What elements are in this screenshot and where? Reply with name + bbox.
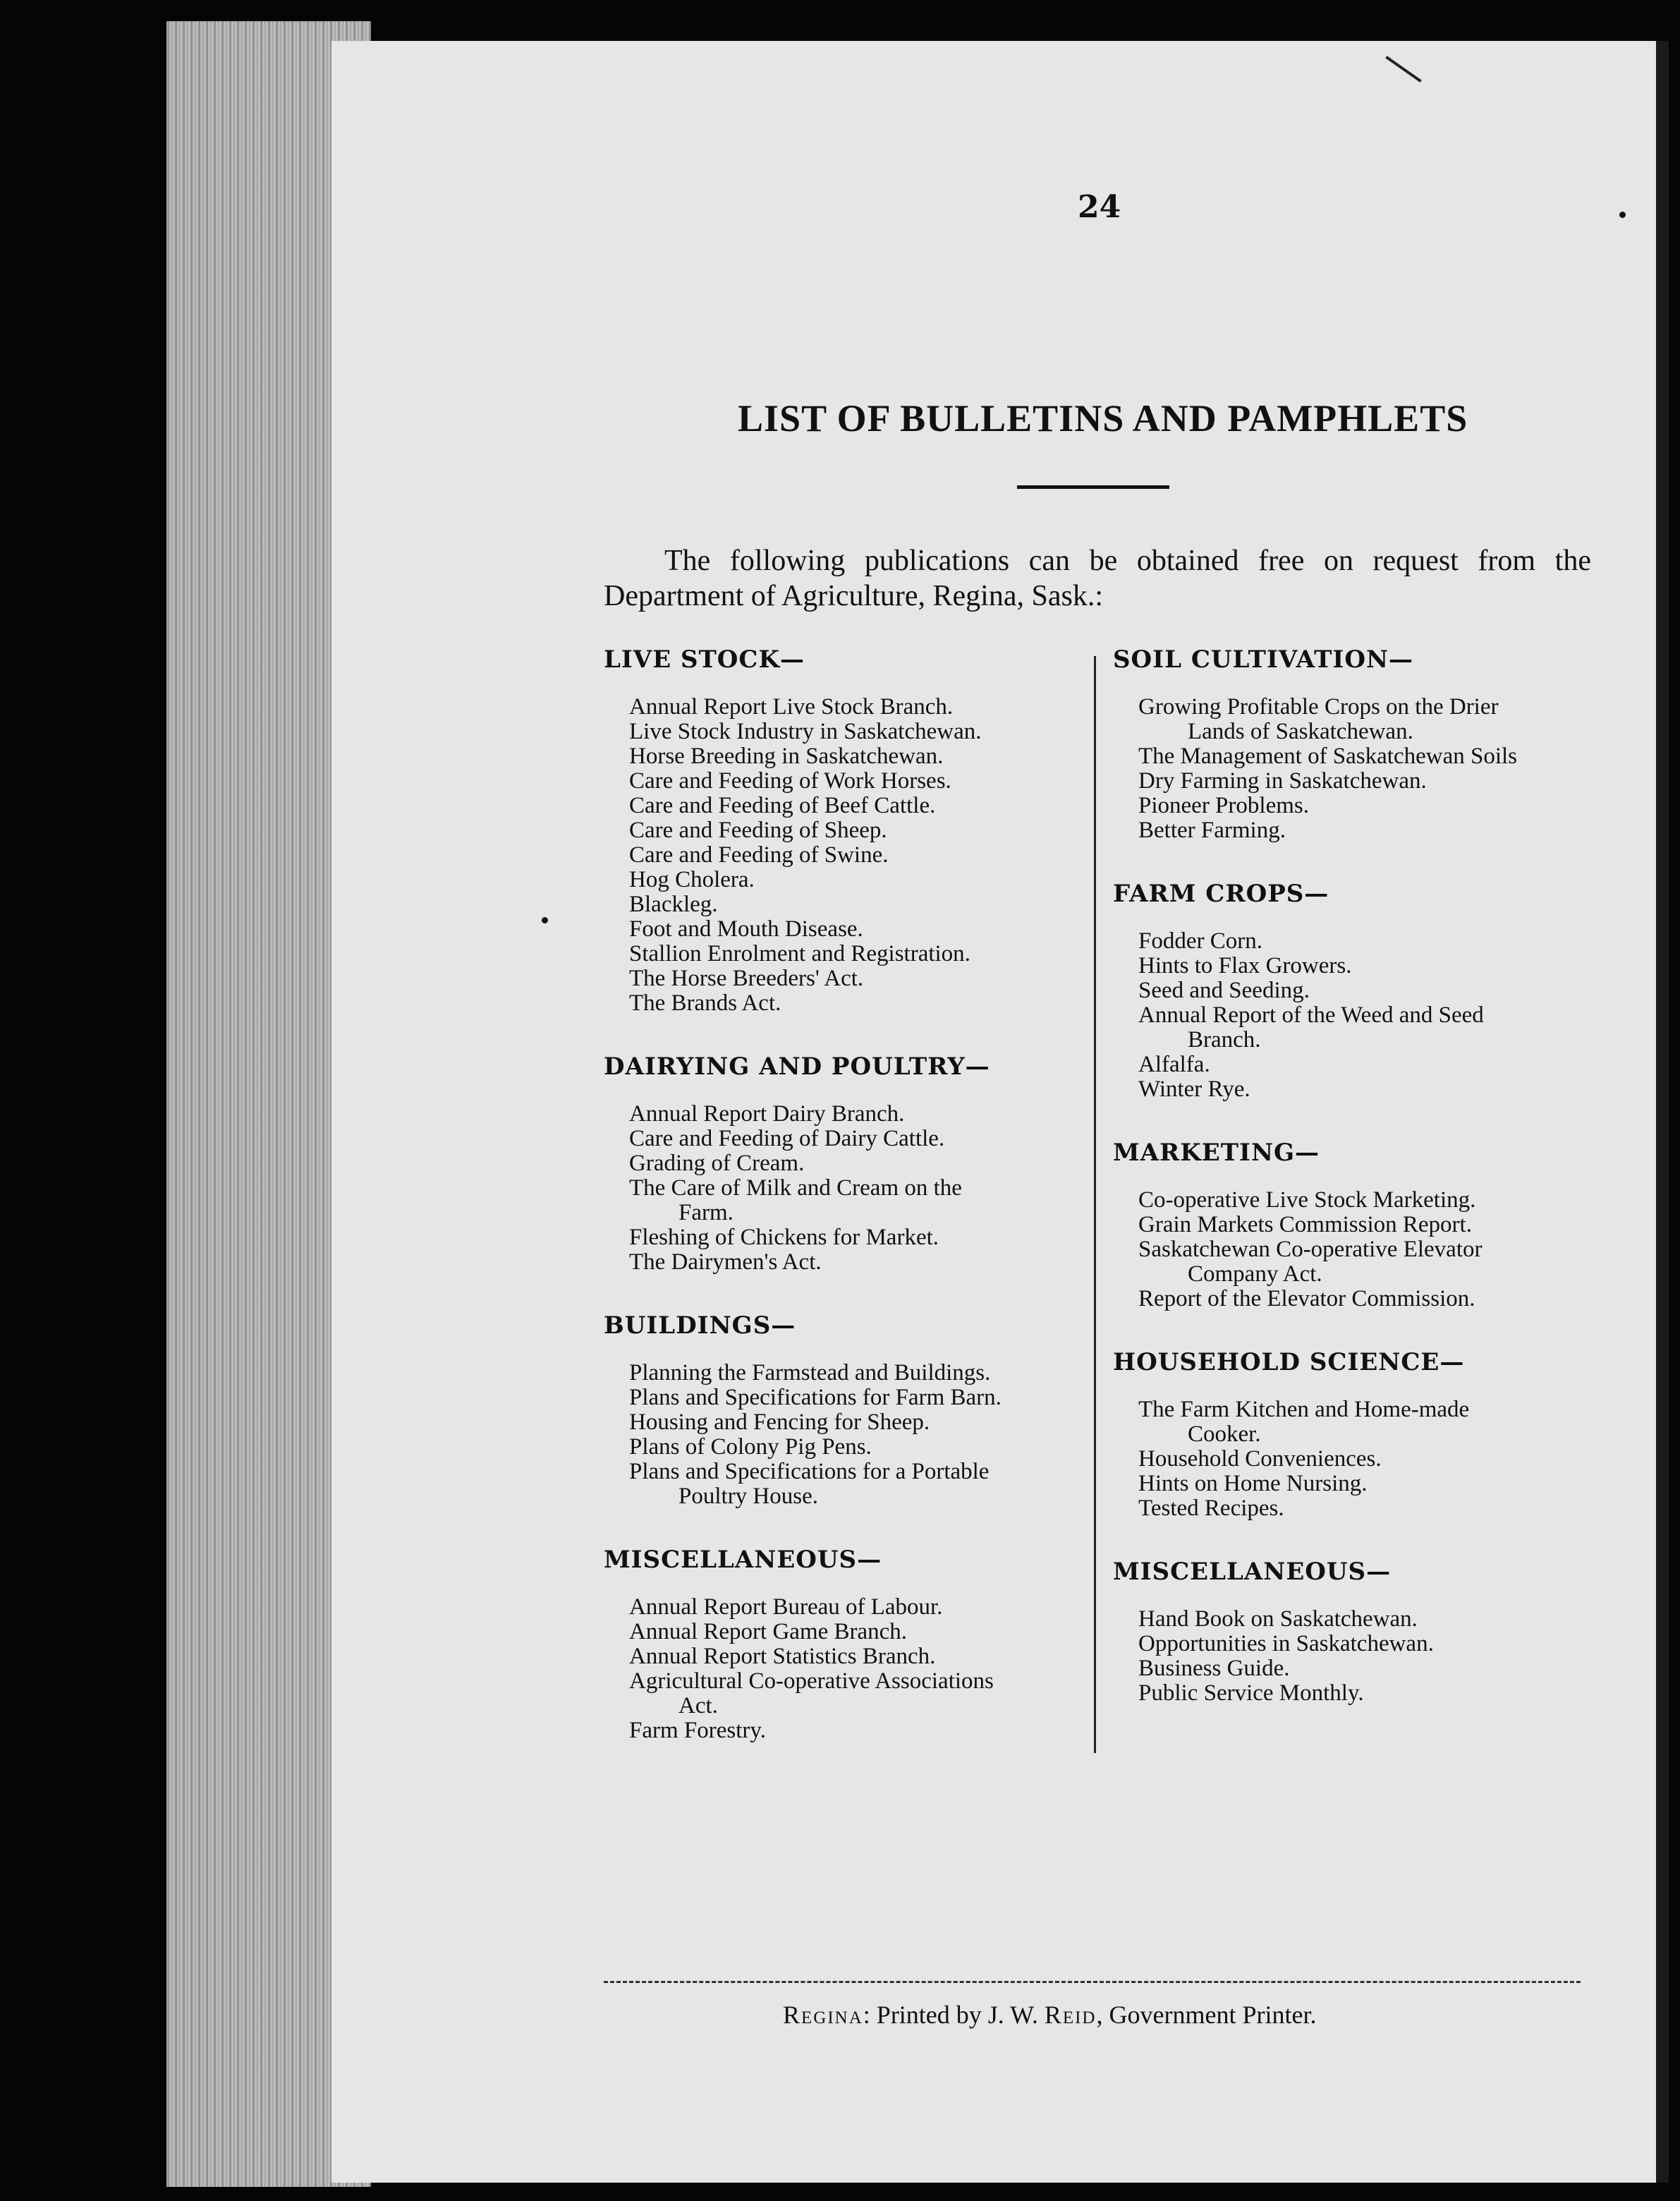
column-divider xyxy=(1094,656,1096,1753)
bulletin-item xyxy=(1113,769,1593,794)
bulletin-section xyxy=(1113,1558,1593,1706)
bulletin-item-continuation: Company Act. xyxy=(1188,1261,1322,1287)
bulletin-item-text: Agricultural Co-operative Associations xyxy=(629,1668,994,1694)
bulletin-item-text: Better Farming. xyxy=(1138,818,1286,843)
bulletin-item xyxy=(604,1620,1083,1644)
bulletin-item xyxy=(1113,1188,1593,1213)
bulletin-section xyxy=(604,1311,1083,1509)
bulletin-item xyxy=(604,1718,1083,1743)
bulletin-item xyxy=(1113,1472,1593,1496)
bulletin-item-text: The Horse Breeders' Act. xyxy=(629,966,864,991)
bulletin-item xyxy=(604,1151,1083,1176)
bulletin-item-text: Annual Report Live Stock Branch. xyxy=(629,694,954,720)
bulletin-section xyxy=(1113,645,1593,843)
bulletin-item-text: Housing and Fencing for Sheep. xyxy=(629,1409,930,1435)
bulletin-item xyxy=(604,1127,1083,1151)
bulletin-item-text: Stallion Enrolment and Registration. xyxy=(629,941,970,966)
bulletin-item-text: Grading of Cream. xyxy=(629,1151,805,1176)
bulletin-item xyxy=(604,1644,1083,1669)
bulletin-item-continuation: Farm. xyxy=(678,1200,734,1225)
bulletin-item-text: Plans and Specifications for a Portable xyxy=(629,1459,990,1484)
bulletin-item xyxy=(1113,978,1593,1003)
bulletin-item-continuation: Branch. xyxy=(1188,1027,1261,1053)
bulletin-item xyxy=(1113,1447,1593,1472)
bulletin-item xyxy=(1113,954,1593,978)
bulletin-item-text: The Dairymen's Act. xyxy=(629,1249,822,1275)
bulletin-item-text: Live Stock Industry in Saskatchewan. xyxy=(629,719,982,744)
bulletin-item-continuation: Poultry House. xyxy=(678,1484,818,1509)
bulletin-item xyxy=(604,843,1083,868)
bulletin-item-text: Annual Report Statistics Branch. xyxy=(629,1644,936,1669)
intro-line-1: The following publications can be obtained free on request from the xyxy=(664,545,1591,577)
bulletin-item-text: The Brands Act. xyxy=(629,990,781,1016)
bulletin-item xyxy=(1113,794,1593,818)
bulletin-item-text: Horse Breeding in Saskatchewan. xyxy=(629,744,944,769)
section-heading: LIVE STOCK— xyxy=(604,645,805,674)
bulletin-item-continuation: Lands of Saskatchewan. xyxy=(1188,719,1413,744)
bulletin-item-text: Growing Profitable Crops on the Drier xyxy=(1138,694,1499,720)
bulletin-item xyxy=(1113,744,1593,769)
bulletin-item xyxy=(604,1669,1083,1718)
bulletin-item-text: Report of the Elevator Commission. xyxy=(1138,1286,1475,1311)
bulletin-item-text: Seed and Seeding. xyxy=(1138,978,1310,1003)
bulletin-item xyxy=(1113,1607,1593,1632)
bulletin-item xyxy=(604,942,1083,966)
bulletin-item-text: The Management of Saskatchewan Soils xyxy=(1138,744,1518,769)
bulletin-item xyxy=(604,720,1083,744)
bulletin-item-text: Hog Cholera. xyxy=(629,867,755,892)
bulletin-item-text: Grain Markets Commission Report. xyxy=(1138,1212,1472,1237)
bulletin-item xyxy=(604,1250,1083,1275)
bulletin-item-text: Care and Feeding of Dairy Cattle. xyxy=(629,1126,945,1151)
bulletin-item-text: Hints on Home Nursing. xyxy=(1138,1471,1368,1496)
bulletin-section xyxy=(604,1546,1083,1743)
section-heading: SOIL CULTIVATION— xyxy=(1113,645,1414,674)
imprint-text-1: Printed by J. W. xyxy=(870,2001,1045,2029)
bulletin-item-text: Alfalfa. xyxy=(1138,1052,1210,1077)
bulletin-item xyxy=(604,794,1083,818)
bulletin-item-text: Annual Report Game Branch. xyxy=(629,1619,908,1644)
bulletin-section xyxy=(604,645,1083,1016)
bulletin-item xyxy=(604,966,1083,991)
bulletin-item xyxy=(604,818,1083,843)
bulletin-item-continuation: Act. xyxy=(678,1693,718,1718)
bulletin-item-text: Hand Book on Saskatchewan. xyxy=(1138,1606,1418,1632)
bulletin-item-text: Opportunities in Saskatchewan. xyxy=(1138,1631,1434,1656)
page-number: 24 xyxy=(1078,189,1121,225)
bulletin-item-text: Pioneer Problems. xyxy=(1138,793,1309,818)
bulletin-item-text: Planning the Farmstead and Buildings. xyxy=(629,1360,991,1386)
bulletin-item xyxy=(1113,1077,1593,1102)
bulletin-item-text: Care and Feeding of Work Horses. xyxy=(629,768,951,794)
imprint-place: Regina xyxy=(783,2001,863,2029)
bulletin-item xyxy=(604,892,1083,917)
bulletin-item xyxy=(604,1410,1083,1435)
imprint-text-2: , Government Printer. xyxy=(1096,2001,1317,2029)
bulletin-item xyxy=(604,1386,1083,1410)
bulletin-item-text: Care and Feeding of Beef Cattle. xyxy=(629,793,936,818)
section-heading: FARM CROPS— xyxy=(1113,880,1329,908)
bulletin-item-text: Annual Report of the Weed and Seed xyxy=(1138,1002,1484,1028)
bulletin-item xyxy=(604,1435,1083,1460)
section-heading: MISCELLANEOUS— xyxy=(604,1546,882,1574)
bulletin-item xyxy=(1113,1003,1593,1053)
title-rule xyxy=(1017,485,1169,489)
section-heading: MARKETING— xyxy=(1113,1139,1320,1167)
bulletin-item-text: Tested Recipes. xyxy=(1138,1496,1284,1521)
bulletin-item xyxy=(604,1460,1083,1509)
bulletin-item-text: Business Guide. xyxy=(1138,1656,1290,1681)
bulletin-item xyxy=(1113,1656,1593,1681)
bulletin-item xyxy=(1113,1287,1593,1311)
intro-line-2: Department of Agriculture, Regina, Sask.: xyxy=(604,580,1103,612)
bulletin-item xyxy=(604,1595,1083,1620)
bulletin-item xyxy=(604,695,1083,720)
bulletin-item-text: The Farm Kitchen and Home-made xyxy=(1138,1397,1470,1422)
bulletin-item xyxy=(604,1361,1083,1386)
section-heading: MISCELLANEOUS— xyxy=(1113,1558,1392,1586)
section-heading: HOUSEHOLD SCIENCE— xyxy=(1113,1348,1465,1376)
bulletin-item-text: Fodder Corn. xyxy=(1138,928,1262,954)
bulletin-item-text: Dry Farming in Saskatchewan. xyxy=(1138,768,1427,794)
bulletin-section xyxy=(1113,1348,1593,1521)
speck-mark xyxy=(1619,212,1626,218)
bulletin-item xyxy=(1113,1397,1593,1447)
bulletin-item-text: Care and Feeding of Sheep. xyxy=(629,818,887,843)
bulletin-item xyxy=(604,1176,1083,1225)
section-heading: DAIRYING AND POULTRY— xyxy=(604,1053,990,1081)
bulletin-item-text: Household Conveniences. xyxy=(1138,1446,1382,1472)
bulletin-section xyxy=(604,1053,1083,1275)
right-column xyxy=(1113,645,1593,1742)
bulletin-item xyxy=(604,744,1083,769)
bulletin-item xyxy=(1113,1681,1593,1706)
bulletin-item xyxy=(1113,818,1593,843)
bulletin-item xyxy=(1113,1632,1593,1656)
page-title: LIST OF BULLETINS AND PAMPHLETS xyxy=(738,397,1468,439)
bulletin-item xyxy=(604,991,1083,1016)
footer-rule xyxy=(604,1981,1581,1983)
bulletin-section xyxy=(1113,880,1593,1102)
bulletin-section xyxy=(1113,1139,1593,1311)
bulletin-item-text: Farm Forestry. xyxy=(629,1718,767,1743)
bulletin-item xyxy=(1113,1496,1593,1521)
bulletin-item xyxy=(1113,695,1593,744)
intro-paragraph xyxy=(604,543,1591,614)
bulletin-item xyxy=(1113,1213,1593,1237)
speck-mark xyxy=(542,917,548,923)
bulletin-item xyxy=(604,917,1083,942)
bulletin-item-text: The Care of Milk and Cream on the xyxy=(629,1175,962,1201)
bulletin-item-text: Co-operative Live Stock Marketing. xyxy=(1138,1187,1476,1213)
bulletin-item-text: Fleshing of Chickens for Market. xyxy=(629,1225,939,1250)
bulletin-item-text: Winter Rye. xyxy=(1138,1077,1250,1102)
bulletin-item xyxy=(1113,1053,1593,1077)
bulletin-item-text: Foot and Mouth Disease. xyxy=(629,916,863,942)
bulletin-item xyxy=(604,769,1083,794)
bulletin-item-text: Plans and Specifications for Farm Barn. xyxy=(629,1385,1002,1410)
left-column xyxy=(604,645,1083,1780)
section-heading: BUILDINGS— xyxy=(604,1311,796,1340)
bulletin-item xyxy=(1113,929,1593,954)
bulletin-item-text: Plans of Colony Pig Pens. xyxy=(629,1434,872,1460)
bulletin-item-text: Annual Report Dairy Branch. xyxy=(629,1101,905,1127)
bulletin-item xyxy=(604,868,1083,892)
imprint-separator: : xyxy=(863,2001,870,2029)
bulletin-item xyxy=(604,1225,1083,1250)
bulletin-item-text: Public Service Monthly. xyxy=(1138,1680,1364,1706)
imprint-printer: Reid xyxy=(1044,2001,1097,2029)
printer-imprint xyxy=(783,2000,1559,2030)
bulletin-item xyxy=(604,1102,1083,1127)
bulletin-item-continuation: Cooker. xyxy=(1188,1421,1261,1447)
bulletin-item xyxy=(1113,1237,1593,1287)
bulletin-item-text: Saskatchewan Co-operative Elevator xyxy=(1138,1237,1483,1262)
bulletin-item-text: Hints to Flax Growers. xyxy=(1138,953,1352,978)
bulletin-item-text: Care and Feeding of Swine. xyxy=(629,842,889,868)
bulletin-item-text: Blackleg. xyxy=(629,892,718,917)
bulletin-item-text: Annual Report Bureau of Labour. xyxy=(629,1594,943,1620)
